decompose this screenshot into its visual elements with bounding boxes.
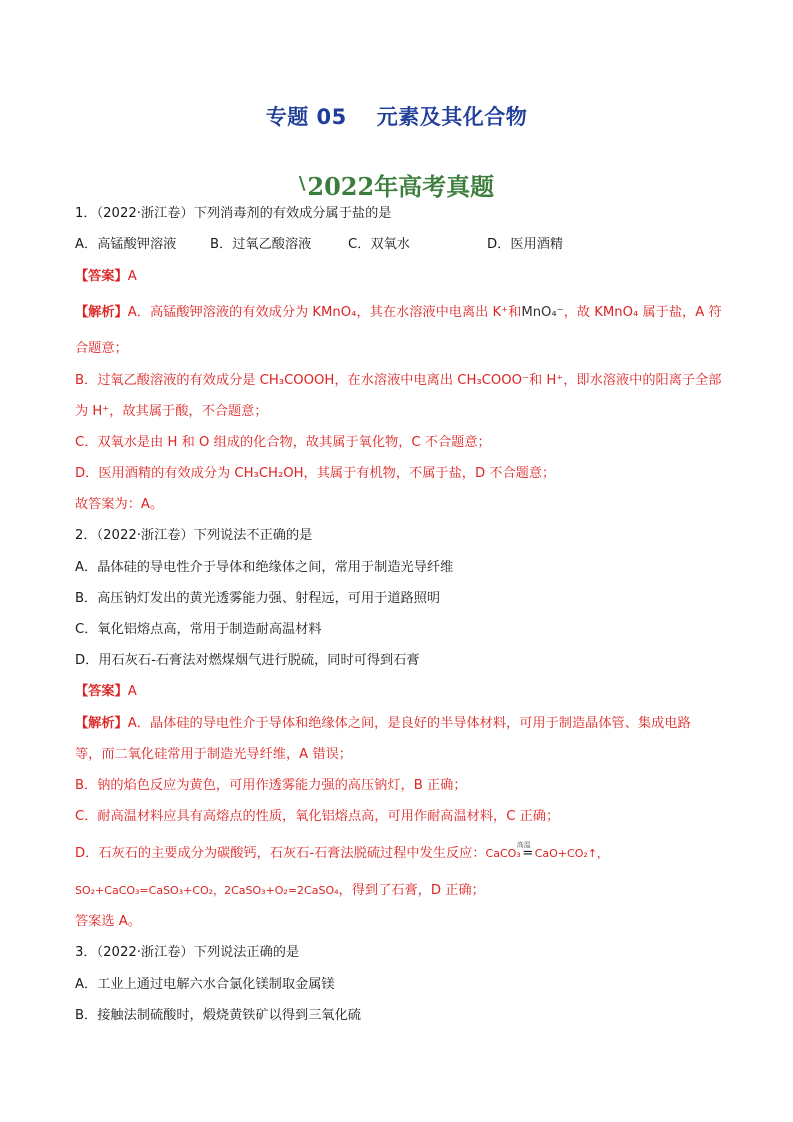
analysis-text: A．高锰酸钾溶液的有效成分为 KMnO₄，其在水溶液中电离出 K⁺和 xyxy=(127,305,522,320)
banner-text: 2022年高考真题 xyxy=(307,172,495,201)
reaction-reactant: CaCO₃ xyxy=(485,847,521,860)
q2-analysis-c: C．耐高温材料应具有高熔点的性质，氧化铝熔点高，可用作耐高温材料，C 正确； xyxy=(75,809,560,824)
reaction-condition: 高温 = xyxy=(521,845,535,863)
q2-analysis-a2: 等，而二氧化硅常用于制造光导纤维，A 错误； xyxy=(75,747,352,762)
analysis-text: D．石灰石的主要成分为碳酸钙，石灰石-石膏法脱硫过程中发生反应： xyxy=(75,846,486,861)
banner-mark: \ xyxy=(298,173,306,194)
analysis-text: ，得到了石膏，D 正确； xyxy=(338,883,485,898)
q1-options xyxy=(75,236,563,254)
q2-analysis-b: B．钠的焰色反应为黄色，可用作透雾能力强的高压钠灯，B 正确； xyxy=(75,778,467,793)
q1-analysis-d: D．医用酒精的有效成分为 CH₃CH₂OH，其属于有机物，不属于盐，D 不合题意； xyxy=(75,466,556,481)
q2-conclusion: 答案选 A。 xyxy=(75,914,141,929)
q3-stem: 3．（2022·浙江卷）下列说法正确的是 xyxy=(75,945,300,960)
analysis-text: A．晶体硅的导电性介于导体和绝缘体之间，是良好的半导体材料，可用于制造晶体管、集成电路 xyxy=(127,716,691,731)
q1-option-a: A．高锰酸钾溶液 xyxy=(75,237,177,252)
q1-conclusion: 故答案为：A。 xyxy=(75,497,164,512)
q2-analysis-a1 xyxy=(75,715,691,733)
q1-analysis-b2: 为 H⁺，故其属于酸，不合题意； xyxy=(75,404,268,419)
q2-option-c: C．氧化铝熔点高，常用于制造耐高温材料 xyxy=(75,622,322,637)
q2-option-a: A．晶体硅的导电性介于导体和绝缘体之间，常用于制造光导纤维 xyxy=(75,560,454,575)
q1-analysis-c: C．双氧水是由 H 和 O 组成的化合物，故其属于氧化物，C 不合题意； xyxy=(75,435,491,450)
topic-title: 元素及其化合物 xyxy=(376,105,528,129)
answer-value: A xyxy=(127,684,137,699)
condition-text: 高温 xyxy=(516,841,531,849)
page-title xyxy=(0,101,793,131)
q1-analysis-a2: 合题意； xyxy=(75,341,128,356)
q2-answer xyxy=(75,683,137,701)
q2-stem: 2．（2022·浙江卷）下列说法不正确的是 xyxy=(75,528,313,543)
reaction-product: CaO+CO₂↑， xyxy=(534,847,608,860)
q2-analysis-d1 xyxy=(75,841,608,863)
q1-option-b: B．过氧乙酸溶液 xyxy=(210,237,312,252)
reaction-equations: SO₂+CaCO₃=CaSO₃+CO₂，2CaSO₃+O₂=2CaSO₄ xyxy=(75,884,339,897)
q3-option-b: B．接触法制硫酸时，煅烧黄铁矿以得到三氧化硫 xyxy=(75,1008,361,1023)
answer-label: 【答案】 xyxy=(75,684,128,699)
q3-option-a: A．工业上通过电解六水合氯化镁制取金属镁 xyxy=(75,977,335,992)
q1-analysis-a1 xyxy=(75,304,722,322)
analysis-text: ，故 KMnO₄ 属于盐，A 符 xyxy=(563,305,722,320)
answer-label: 【答案】 xyxy=(75,269,128,284)
q2-option-d: D．用石灰石-石膏法对燃煤烟气进行脱硫，同时可得到石膏 xyxy=(75,653,420,668)
q1-analysis-b1: B．过氧乙酸溶液的有效成分是 CH₃COOOH，在水溶液中电离出 CH₃COOO⁻和 H⁺，即水溶液中的阳离子全部 xyxy=(75,373,722,388)
analysis-label: 【解析】 xyxy=(75,716,128,731)
q1-stem: 1．（2022·浙江卷）下列消毒剂的有效成分属于盐的是 xyxy=(75,206,392,221)
q1-answer xyxy=(75,268,137,286)
q1-option-c: C．双氧水 xyxy=(348,237,410,252)
answer-value: A xyxy=(127,269,137,284)
analysis-label: 【解析】 xyxy=(75,305,128,320)
q2-option-b: B．高压钠灯发出的黄光透雾能力强、射程远，可用于道路照明 xyxy=(75,591,441,606)
ion-formula: MnO₄⁻ xyxy=(521,305,564,320)
topic-number: 专题 05 xyxy=(265,105,347,129)
q1-option-d: D．医用酒精 xyxy=(487,237,564,252)
section-banner xyxy=(0,167,793,202)
q2-analysis-d2 xyxy=(75,882,485,900)
